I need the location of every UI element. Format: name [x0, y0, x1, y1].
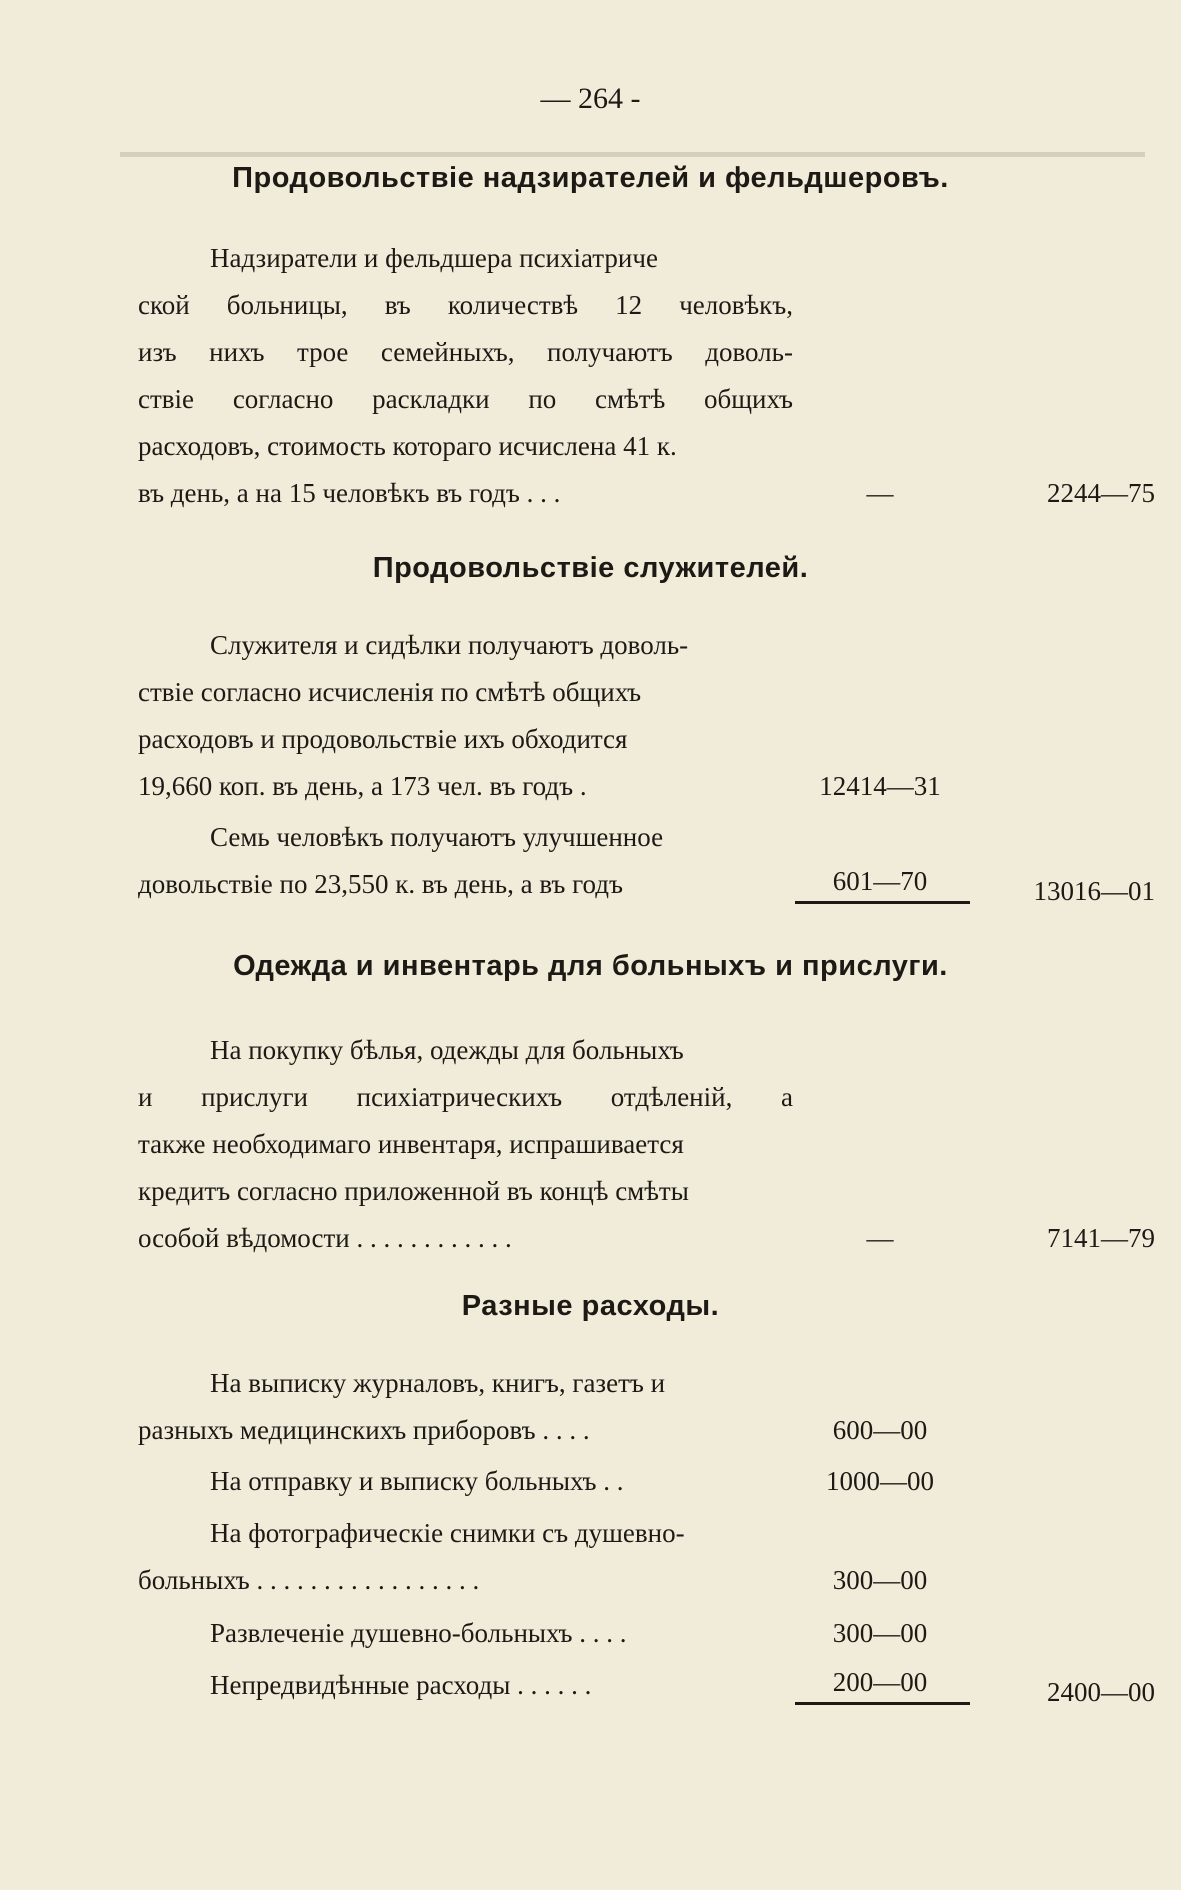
- page-number: — 264 -: [540, 82, 641, 115]
- word: прислуги: [201, 1082, 308, 1112]
- expense-amount: 200—00: [832, 1667, 928, 1697]
- word: количествѣ: [447, 290, 579, 320]
- section-total: 7141—79: [1047, 1223, 1155, 1253]
- paragraph-line: ствіе согласно исчисленія по смѣтѣ общихъ: [138, 677, 642, 707]
- word: доволь-: [705, 337, 793, 367]
- word: отдѣленій,: [610, 1082, 733, 1112]
- section-heading-supervisors: Продовольствіе надзирателей и фельдшеровъ.: [232, 162, 949, 194]
- section-heading-servants: Продовольствіе служителей.: [372, 552, 809, 584]
- word: психіатрическихъ: [356, 1082, 563, 1112]
- paragraph-line: Надзиратели и фельдшера психіатриче: [210, 243, 658, 273]
- paragraph-line: также необходимаго инвентаря, испрашивается: [138, 1129, 684, 1159]
- word: нихъ: [209, 337, 265, 367]
- paragraph-line: На покупку бѣлья, одежды для больныхъ: [210, 1035, 684, 1065]
- word: ской: [138, 290, 190, 320]
- paragraph-line: [138, 1082, 793, 1113]
- word: по: [528, 384, 557, 414]
- expense-line: На выписку журналовъ, книгъ, газетъ и: [210, 1368, 666, 1398]
- sum-underline: [795, 901, 970, 904]
- subtotal-dash: —: [866, 1223, 894, 1253]
- expense-amount: 300—00: [832, 1618, 928, 1648]
- word: а: [780, 1082, 793, 1112]
- word: согласно: [232, 384, 334, 414]
- expense-line: На отправку и выписку больныхъ . .: [210, 1466, 624, 1496]
- paragraph-line: кредитъ согласно приложенной въ концѣ смѣты: [138, 1176, 689, 1206]
- paragraph-line: довольствіе по 23,550 к. въ день, а въ годъ: [138, 869, 623, 899]
- section-heading-misc: Разные расходы.: [461, 1290, 720, 1322]
- word: общихъ: [704, 384, 793, 414]
- expense-amount: 300—00: [832, 1565, 928, 1595]
- expense-line: разныхъ медицинскихъ приборовъ . . . .: [138, 1415, 590, 1445]
- word: человѣкъ,: [679, 290, 793, 320]
- amount: 601—70: [832, 866, 928, 896]
- sum-underline: [795, 1702, 970, 1705]
- expense-amount: 600—00: [832, 1415, 928, 1445]
- section-total: 13016—01: [1033, 876, 1155, 906]
- section-total: 2244—75: [1047, 478, 1155, 508]
- expense-line: На фотографическіе снимки съ душевно-: [210, 1518, 685, 1548]
- word: получаютъ: [547, 337, 673, 367]
- paragraph-line: 19,660 коп. въ день, а 173 чел. въ годъ .: [138, 771, 587, 801]
- word: больницы,: [226, 290, 348, 320]
- paragraph-line: особой вѣдомости . . . . . . . . . . . .: [138, 1223, 512, 1253]
- word: трое: [296, 337, 349, 367]
- word: и: [138, 1082, 153, 1112]
- amount: 12414—31: [819, 771, 941, 801]
- expense-line: больныхъ . . . . . . . . . . . . . . . . .: [138, 1565, 480, 1595]
- word: семейныхъ,: [380, 337, 515, 367]
- paragraph-line: [138, 337, 793, 368]
- paragraph-line: Служителя и сидѣлки получаютъ доволь-: [210, 630, 689, 660]
- paragraph-line: [138, 384, 793, 415]
- section-total: 2400—00: [1047, 1677, 1155, 1707]
- paragraph-line: расходовъ, стоимость котораго исчислена 41 к.: [138, 431, 677, 461]
- word: раскладки: [372, 384, 490, 414]
- expense-amount: 1000—00: [826, 1466, 934, 1496]
- paragraph-line: [138, 290, 793, 321]
- header-rule: [120, 152, 1145, 157]
- subtotal-dash: —: [866, 478, 894, 508]
- paragraph-line: въ день, а на 15 человѣкъ въ годъ . . .: [138, 478, 561, 508]
- word: изъ: [138, 337, 177, 367]
- section-heading-clothing: Одежда и инвентарь для больныхъ и прислуги.: [233, 950, 948, 982]
- word: смѣтѣ: [595, 384, 666, 414]
- word: ствіе: [138, 384, 195, 414]
- paragraph-line: Семь человѣкъ получаютъ улучшенное: [210, 822, 664, 852]
- word: 12: [615, 290, 643, 320]
- expense-line: Непредвидѣнные расходы . . . . . .: [210, 1670, 592, 1700]
- expense-line: Развлеченіе душевно-больныхъ . . . .: [210, 1618, 627, 1648]
- paragraph-line: расходовъ и продовольствіе ихъ обходится: [138, 724, 628, 754]
- word: въ: [384, 290, 411, 320]
